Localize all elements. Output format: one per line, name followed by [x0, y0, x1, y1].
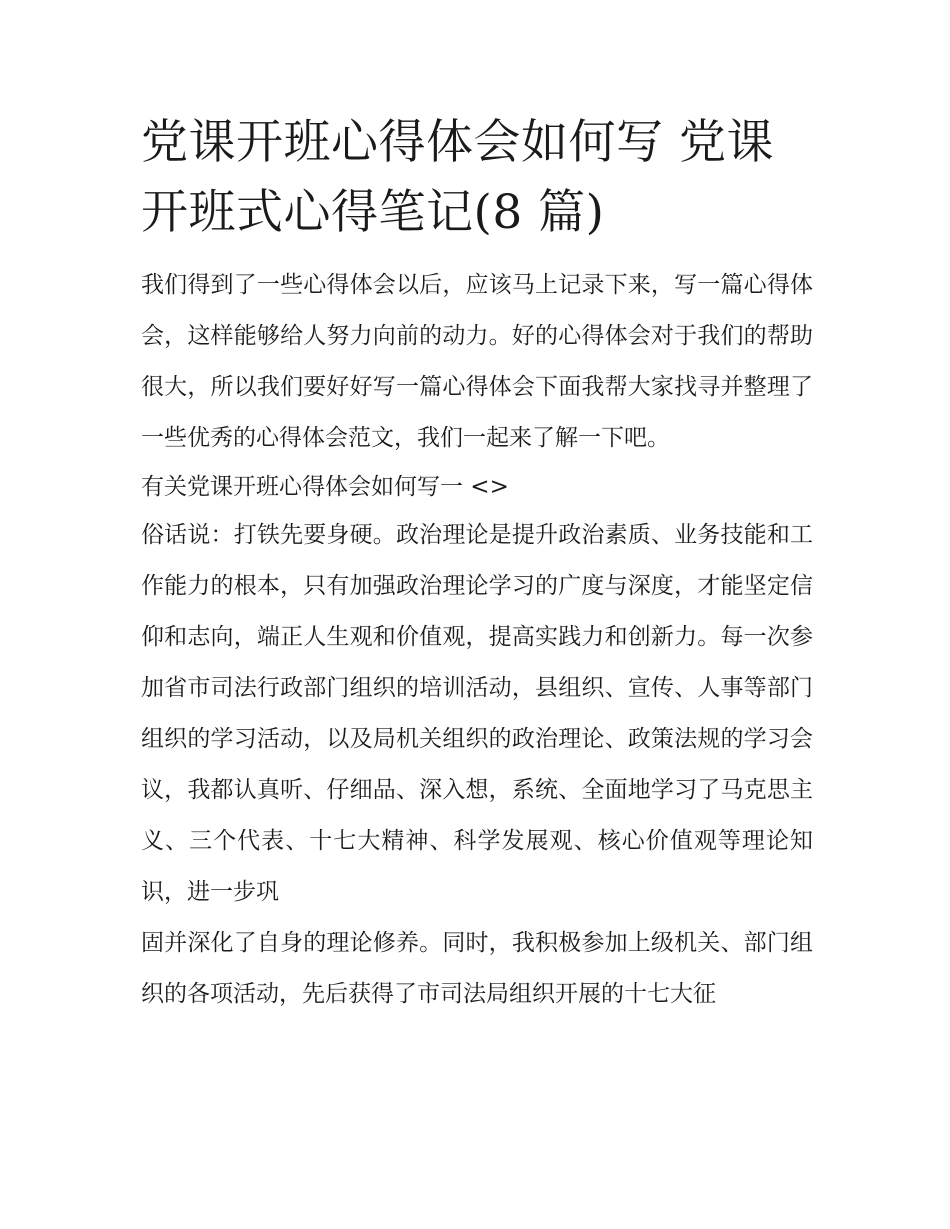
body-paragraph-1: 俗话说：打铁先要身硬。政治理论是提升政治素质、业务技能和工作能力的根本，只有加强政治理论学习的广度与深度，才能坚定信仰和志向，端正人生观和价值观，提高实践力和创新力。每一次参加省市司法行政部门组织的培训活动，县组织、宣传、人事等部门组织的学习活动，以及局机关组织的政治理论、政策法规的学习会议，我都认真听、仔细品、深入想，系统、全面地学习了马克思主义、三个代表、十七大精神、科学发展观、核心价值观等理论知识，进一步巩 [141, 522, 813, 905]
document-title: 党课开班心得体会如何写 党课开班式心得笔记(8 篇) [141, 115, 774, 240]
section-heading: 有关党课开班心得体会如何写一 <> [141, 474, 509, 500]
body-paragraph-2: 固并深化了自身的理论修养。同时，我积极参加上级机关、部门组织的各项活动，先后获得了市司法局组织开展的十七大征 [141, 930, 813, 1007]
document-page [141, 108, 813, 1020]
intro-paragraph: 我们得到了一些心得体会以后，应该马上记录下来，写一篇心得体会，这样能够给人努力向前的动力。好的心得体会对于我们的帮助很大，所以我们要好好写一篇心得体会下面我帮大家找寻并整理了一些优秀的心得体会范文，我们一起来了解一下吧。 [141, 272, 813, 451]
